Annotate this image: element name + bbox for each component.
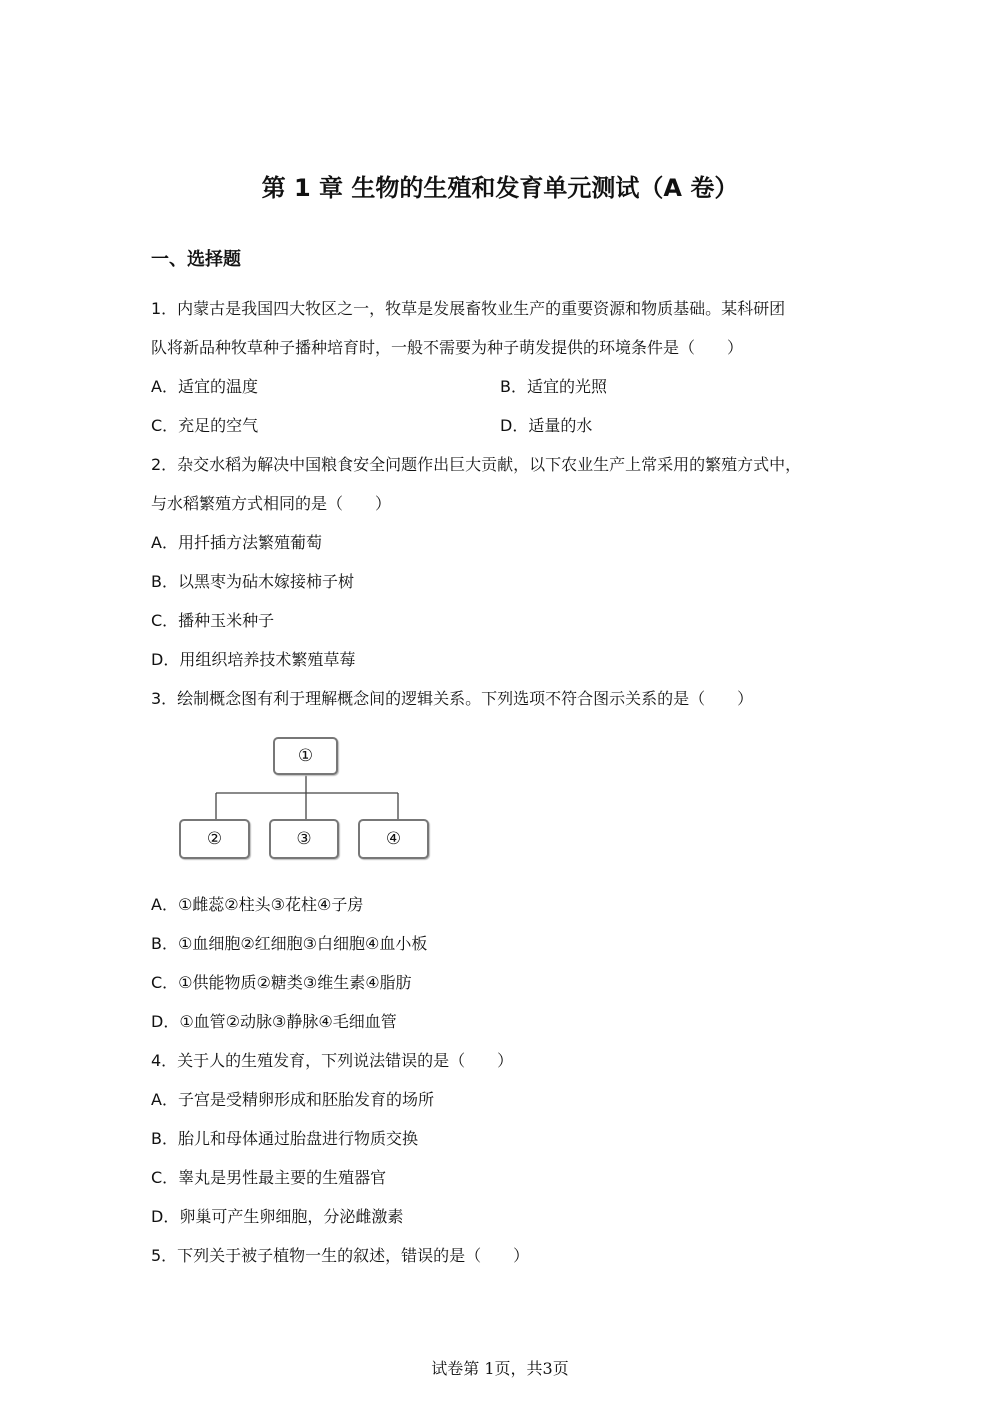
diagram-node-2: ② bbox=[179, 819, 250, 859]
question-4-option-c: C．睾丸是男性最主要的生殖器官 bbox=[151, 1168, 387, 1187]
question-5-line-1: 5．下列关于被子植物一生的叙述，错误的是（ ） bbox=[151, 1246, 530, 1265]
page-footer: 试卷第 1页，共3页 bbox=[431, 1359, 569, 1378]
question-3-option-b: B．①血细胞②红细胞③白细胞④血小板 bbox=[151, 934, 428, 953]
diagram-node-4: ④ bbox=[358, 819, 429, 859]
question-1-option-a: A．适宜的温度 bbox=[151, 377, 258, 396]
question-4-option-d: D．卵巢可产生卵细胞，分泌雌激素 bbox=[151, 1207, 404, 1226]
question-2-option-a: A．用扦插方法繁殖葡萄 bbox=[151, 533, 322, 552]
question-3-option-c: C．①供能物质②糖类③维生素④脂肪 bbox=[151, 973, 412, 992]
question-3-option-d: D．①血管②动脉③静脉④毛细血管 bbox=[151, 1012, 397, 1031]
question-1-option-c: C．充足的空气 bbox=[151, 416, 259, 435]
section-heading: 一、选择题 bbox=[151, 249, 241, 270]
question-2-option-d: D．用组织培养技术繁殖草莓 bbox=[151, 650, 356, 669]
question-2-option-b: B．以黑枣为砧木嫁接柿子树 bbox=[151, 572, 354, 591]
question-4-option-a: A．子宫是受精卵形成和胚胎发育的场所 bbox=[151, 1090, 434, 1109]
diagram-node-1: ① bbox=[273, 737, 338, 775]
question-2-line-2: 与水稻繁殖方式相同的是（ ） bbox=[151, 494, 392, 513]
question-2-line-1: 2．杂交水稻为解决中国粮食安全问题作出巨大贡献，以下农业生产上常采用的繁殖方式中， bbox=[151, 455, 802, 474]
question-3-line-1: 3．绘制概念图有利于理解概念间的逻辑关系。下列选项不符合图示关系的是（ ） bbox=[151, 689, 754, 708]
concept-diagram bbox=[178, 735, 432, 861]
question-3-option-a: A．①雌蕊②柱头③花柱④子房 bbox=[151, 895, 364, 914]
diagram-node-3: ③ bbox=[269, 819, 339, 859]
page-title: 第 1 章 生物的生殖和发育单元测试（A 卷） bbox=[261, 174, 739, 202]
question-1-option-d: D．适量的水 bbox=[500, 416, 593, 435]
question-4-line-1: 4．关于人的生殖发育，下列说法错误的是（ ） bbox=[151, 1051, 514, 1070]
question-1-line-1: 1．内蒙古是我国四大牧区之一，牧草是发展畜牧业生产的重要资源和物质基础。某科研团 bbox=[151, 299, 786, 318]
question-1-option-b: B．适宜的光照 bbox=[500, 377, 607, 396]
question-4-option-b: B．胎儿和母体通过胎盘进行物质交换 bbox=[151, 1129, 418, 1148]
question-2-option-c: C．播种玉米种子 bbox=[151, 611, 275, 630]
question-1-line-2: 队将新品种牧草种子播种培育时，一般不需要为种子萌发提供的环境条件是（ ） bbox=[151, 338, 744, 357]
